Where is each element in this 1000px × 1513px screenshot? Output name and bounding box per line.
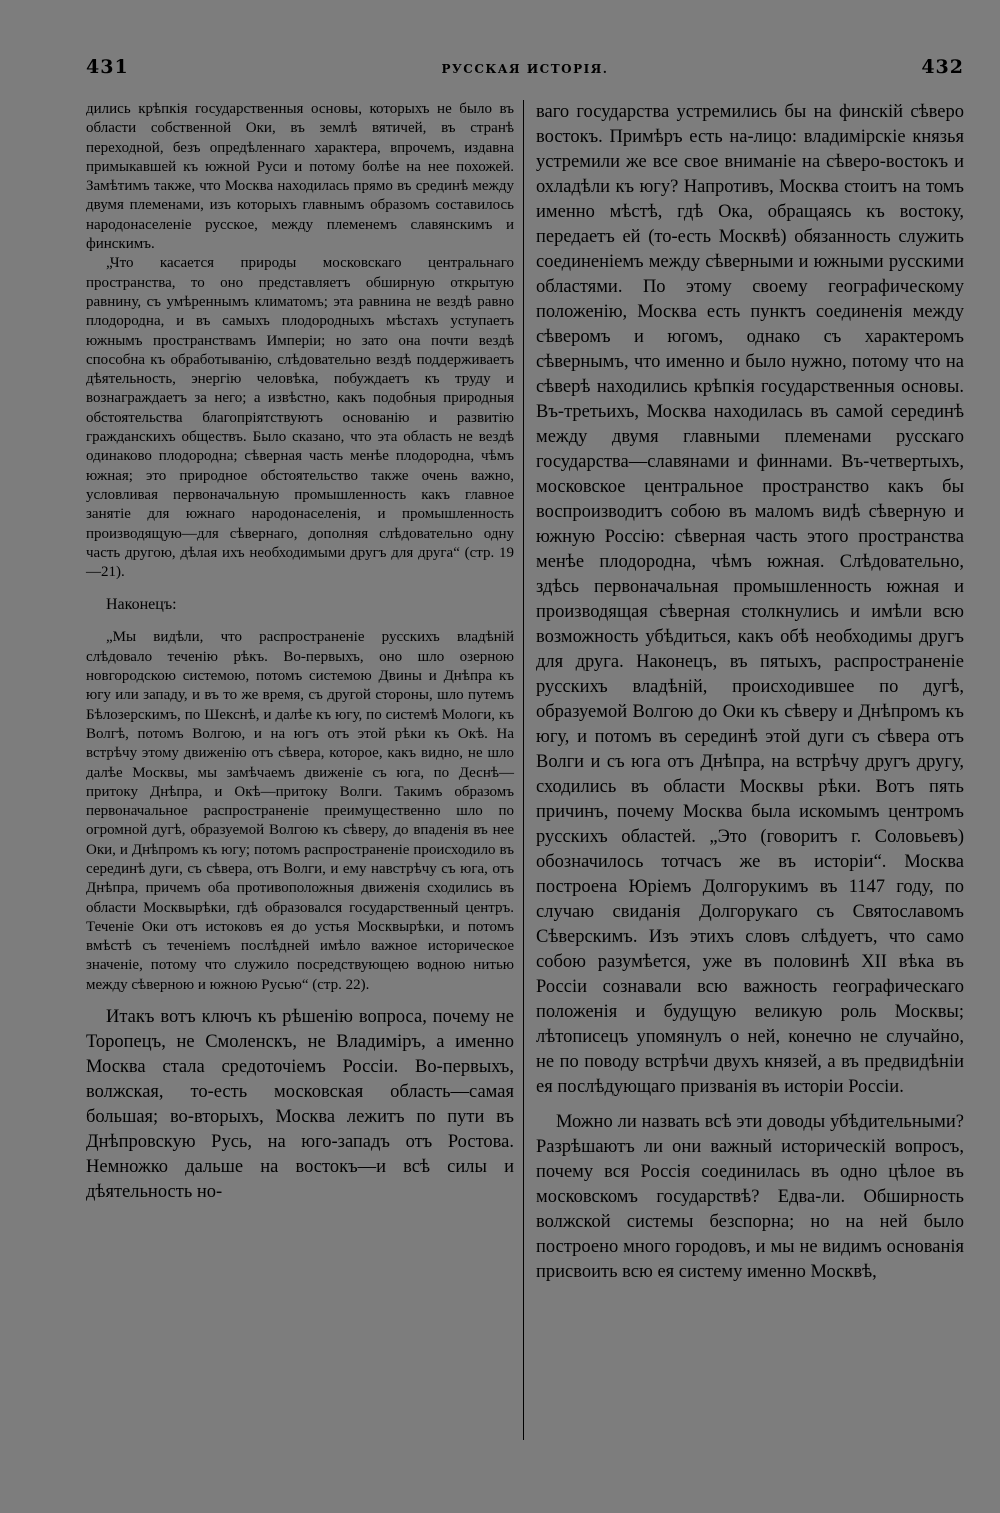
left-paragraph-2: Итакъ вотъ ключъ къ рѣшенію вопроса, почему не Торопецъ, не Смоленскъ, не Владиміръ, а именно Москва стала средоточіемъ Россіи. Во-первыхъ, волжская, то-есть московская область—самая большая; во-вторыхъ, Москва лежитъ по пути въ Днѣпровскую Русь, на юго-западъ отъ Ростова. Немножко дальше на востокъ—и всѣ силы и дѣятельность но- xyxy=(86,1007,514,1203)
left-nakonets: Наконецъ: xyxy=(106,596,177,614)
right-paragraph-1: ваго государства устремились бы на финскій сѣверо востокъ. Примѣръ есть на-лицо: владимірскіе князья устремили же все свое вниманіе на сѣверо-востокъ и охладѣли къ югу? Напротивъ, Москва стоитъ на томъ именно мѣстѣ, гдѣ Ока, обращаясь къ востоку, передаетъ ей (то-есть Москвѣ) обязанность служить соединеніемъ между сѣверными и южными русскими областями. По этому своему географическому положенію, Москва есть пунктъ соединенія между сѣверомъ и югомъ, однако съ характеромъ сѣвернымъ, что именно и было нужно, потому что на сѣверѣ находились крѣпкія государственныя основы. Въ-третьихъ, Москва находилась въ самой серединѣ между двумя главными племенами русскаго государства—славянами и финнами. Въ-четвертыхъ, московское центральное пространство какъ бы воспроизводитъ собою въ маломъ видѣ сѣверную и южную Россію: сѣверная часть этого пространства менѣе плодородна, чѣмъ южная. Слѣдовательно, здѣсь первоначальная промышленность южная и производящая сѣверная столкнулись и имѣли всю возможность убѣдиться, какъ обѣ необходимы другъ для друга. Наконецъ, въ пятыхъ, распространеніе русскихъ владѣній, происходившее по дугѣ, образуемой Волгою до Оки къ сѣверу и Днѣпромъ къ югу, и потомъ въ серединѣ этой дуги съ сѣвера отъ Волги и съ юга отъ Днѣпра, на встрѣчу другъ другу, сходились въ области Москвы рѣки. Вотъ пять причинъ, почему Москва была искомымъ центромъ русскихъ областей. „Это (говоритъ г. Соловьевъ) обозначилось тотчасъ же въ исторіи“. Москва построена Юріемъ Долгорукимъ въ 1147 году, по случаю свиданія Долгорукаго съ Святославомъ Сѣверскимъ. Изъ этихъ словъ слѣдуетъ, что само собою разумѣется, уже въ половинѣ XII вѣка въ Россіи сознавали всю важность географическаго положенія и будущую великую роль Москвы; лѣтописецъ упомянулъ о ней, конечно не случайно, не по поводу встрѣчи двухъ князей, а въ предвидѣніи ея послѣдующаго призванія въ исторіи Россіи. xyxy=(536,102,964,1097)
right-page-number: 432 xyxy=(921,56,964,78)
right-paragraph-2: Можно ли назвать всѣ эти доводы убѣдительными? Разрѣшаютъ ли они важный историческій вопросъ, почему вся Россія соединилась въ одно цѣлое въ московскомъ государствѣ? Едва-ли. Обширность волжской системы безспорна; но на ней было построено много городовъ, и мы не видимъ основанія присвоить всю ея систему именно Москвѣ, xyxy=(536,1112,964,1282)
left-paragraph-1: дились крѣпкія государственныя основы, которыхъ не было въ области собственной Оки, въ землѣ вятичей, въ странѣ переходной, безъ опредѣленнаго характера, впрочемъ, издавна примыкавшей къ южной Руси и потому болѣе на нее похожей. Замѣтимъ также, что Москва находилась прямо въ срединѣ между двумя племенами, изъ которыхъ главнымъ образомъ составилось народонаселеніе русское, между племенемъ славянскимъ и финскимъ. xyxy=(86,101,514,253)
column-divider xyxy=(523,100,524,1440)
right-column xyxy=(536,100,964,1285)
left-column xyxy=(86,100,514,1205)
page-header xyxy=(86,56,964,86)
left-page-number: 431 xyxy=(86,56,129,78)
running-title: РУССКАЯ ИСТОРІЯ. xyxy=(441,62,609,76)
left-quote-1: „Что касается природы московскаго центральнаго пространства, то оно представляетъ обширную открытую равнину, съ умѣреннымъ климатомъ; эта равнина не вездѣ равно плодородна, и въ самыхъ плодородныхъ мѣстахъ уступаетъ южнымъ пространствамъ Имперіи; но зато она почти вездѣ способна къ обработыванію, слѣдовательно вездѣ поддерживаетъ дѣятельность, энергію человѣка, побуждаетъ къ труду и вознаграждаетъ за него; а извѣстно, какъ подобныя природныя обстоятельства благопріятствуютъ основанію и развитію гражданскихъ обществъ. Было сказано, что эта область не вездѣ одинаково плодородна; сѣверная часть менѣе плодородна, чѣмъ южная; это природное обстоятельство также очень важно, условливая первоначальную промышленность какъ главное занятіе для южнаго народонаселенія, и промышленность производящую—для сѣвернаго, дополняя слѣдовательно одну часть другою, дѣлая ихъ необходимыми другъ для друга“ (стр. 19—21). xyxy=(86,255,514,581)
left-quote-2: „Мы видѣли, что распространеніе русскихъ владѣній слѣдовало теченію рѣкъ. Во-первыхъ, оно шло озерною новгородскою системою, потомъ системою Двины и Днѣпра къ югу или западу, и въ то же время, съ другой стороны, шло путемъ Бѣлозерскимъ, по Шекснѣ, и далѣе къ югу, по системѣ Мологи, къ Волгѣ, потомъ Волгою, и на югъ отъ этой рѣки къ Окѣ. На встрѣчу этому движенію отъ сѣвера, которое, какъ видно, не шло далѣе Москвы, мы замѣчаемъ движеніе съ юга, по Деснѣ—притоку Днѣпра, и Окѣ—притоку Волги. Такимъ образомъ первоначальное распространеніе преимущественно шло по огромной дугѣ, образуемой Волгою къ сѣверу, до впаденія въ нее Оки, и Днѣпромъ къ югу; потомъ распространеніе происходило въ серединѣ дуги, съ сѣвера, отъ Волги, и ему навстрѣчу съ юга, отъ Днѣпра, причемъ оба противоположныя движенія сходились въ области Москвырѣки, гдѣ образовался государственный центръ. Теченіе Оки отъ истоковъ ея до устья Москвырѣки, и потомъ вмѣстѣ съ теченіемъ послѣдней имѣло важное историческое значеніе, потому что служило посредствующею водною нитью между сѣверною и южною Русью“ (стр. 22). xyxy=(86,629,514,993)
